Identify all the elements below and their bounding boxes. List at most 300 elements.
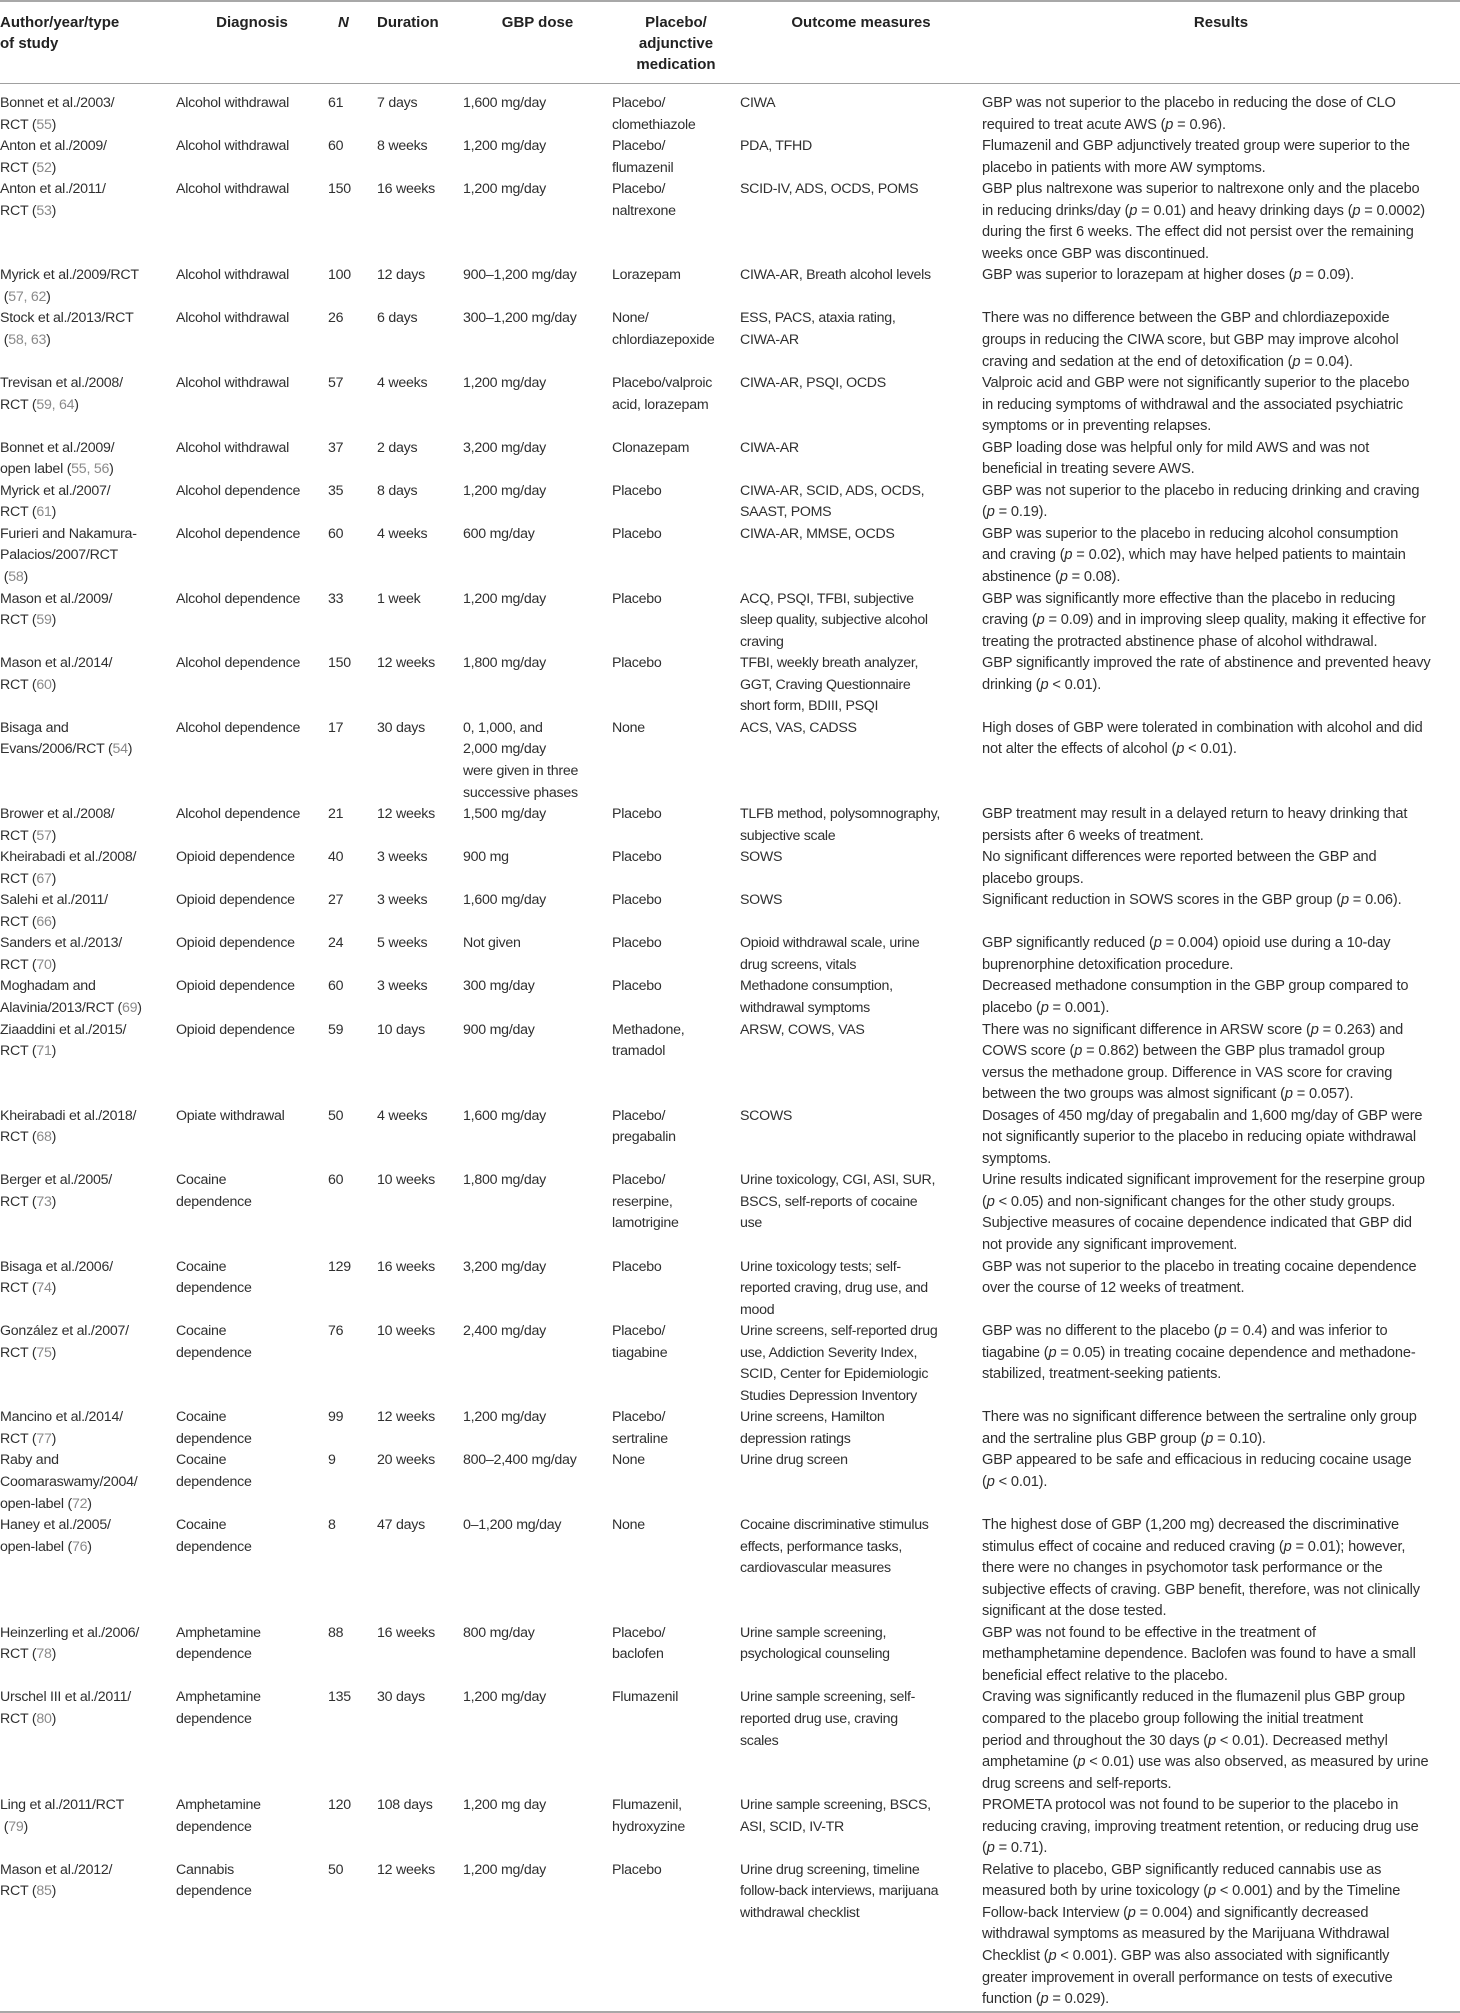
cell-diagnosis: Alcohol withdrawal <box>176 95 289 111</box>
cell-n: 88 <box>328 1624 344 1641</box>
author-text: Kheirabadi et al./2018/ RCT <box>0 1107 137 1146</box>
cell-outcome: TLFB method, polysomnography, subjective scale <box>740 806 941 844</box>
table-row <box>0 1860 1460 2012</box>
cell-duration: 47 days <box>377 1517 425 1534</box>
cell-dose: 900 mg/day <box>463 1021 535 1038</box>
cell-outcome: Urine sample screening, BSCS, ASI, SCID, IV-TR <box>740 1797 931 1835</box>
cell-outcome: CIWA-AR, SCID, ADS, OCDS, SAAST, POMS <box>740 482 925 521</box>
cell-duration: 30 days <box>377 719 425 736</box>
cell-placebo: Placebo/ tiagabine <box>612 1323 668 1361</box>
cell-dose: 1,200 mg/day <box>463 1409 546 1426</box>
cell-author <box>0 179 176 265</box>
cell-author <box>0 438 176 481</box>
cell-results: GBP was not superior to the placebo in reducing the dose of CLO required to treat acute AWS (p = 0.96). <box>982 95 1396 133</box>
cell-diagnosis: Opioid dependence <box>176 935 295 952</box>
cell-results: PROMETA protocol was not found to be superior to the placebo in reducing craving, improving treatment retention, or reducing drug use (p = 0.71). <box>982 1797 1419 1857</box>
author-text: Sanders et al./2013/ RCT <box>0 935 122 973</box>
cell-author <box>0 890 176 933</box>
reference-citation[interactable]: (68) <box>31 1129 57 1146</box>
cell-dose: 0, 1,000, and 2,000 mg/day were given in three successive phases <box>463 719 579 801</box>
cell-results: Urine results indicated significant improvement for the reserpine group (p < 0.05) and non-significant changes for the other study groups. Subjective measures of cocaine dependence indicated that GBP did not provide any significant improvement. <box>982 1172 1425 1253</box>
cell-results: There was no difference between the GBP and chlordiazepoxide groups in reducing the CIWA score, but GBP may improve alcohol craving and sedation at the end of detoxification (p = 0.04). <box>982 310 1399 370</box>
cell-duration: 16 weeks <box>377 1258 435 1275</box>
cell-duration: 8 days <box>377 482 418 499</box>
cell-dose: 1,200 mg day <box>463 1797 546 1814</box>
author-text: Urschel III et al./2011/ RCT <box>0 1689 131 1728</box>
cell-duration: 6 days <box>377 310 418 327</box>
cell-author <box>0 1257 176 1322</box>
cell-dose: 300 mg/day <box>463 978 535 995</box>
cell-results: GBP was not superior to the placebo in reducing drinking and craving (p = 0.19). <box>982 482 1420 521</box>
header-outcome: Outcome measures <box>740 1 982 84</box>
cell-outcome: SOWS <box>740 892 783 909</box>
cell-author <box>0 1407 176 1450</box>
table-row <box>0 1407 1460 1450</box>
author-text: Kheirabadi et al./2008/ RCT <box>0 849 137 887</box>
cell-dose: 800–2,400 mg/day <box>463 1452 577 1469</box>
cell-duration: 3 weeks <box>377 849 428 866</box>
reference-citation[interactable]: (58) <box>3 569 28 586</box>
reference-number[interactable]: 59 <box>36 612 52 629</box>
cell-author <box>0 481 176 524</box>
author-text: Mason et al./2012/ RCT <box>0 1861 113 1900</box>
reference-number[interactable]: 72 <box>71 1495 88 1512</box>
cell-results: High doses of GBP were tolerated in combination with alcohol and did not alter the effects of alcohol (p < 0.01). <box>982 719 1423 758</box>
reference-citation[interactable]: (75) <box>31 1344 57 1361</box>
reference-number[interactable]: 58, 63 <box>8 332 47 349</box>
cell-dose: Not given <box>463 935 521 952</box>
cell-diagnosis: Cocaine dependence <box>176 1258 252 1297</box>
cell-n: 27 <box>328 892 344 909</box>
table-row <box>0 1106 1460 1171</box>
cell-n: 120 <box>328 1797 351 1814</box>
reference-number[interactable]: 70 <box>36 956 52 973</box>
author-text: Moghadam and Alavinia/2013/RCT <box>0 978 114 1016</box>
cell-results: There was no significant difference between the sertraline only group and the sertraline plus GBP group (p = 0.10). <box>982 1409 1417 1447</box>
table-header-row <box>0 1 1460 84</box>
cell-placebo: Placebo <box>612 1258 662 1275</box>
reference-number[interactable]: 53 <box>36 202 52 219</box>
cell-outcome: CIWA-AR, Breath alcohol levels <box>740 267 931 284</box>
cell-duration: 20 weeks <box>377 1452 435 1469</box>
cell-duration: 16 weeks <box>377 181 435 198</box>
reference-number[interactable]: 67 <box>36 870 52 887</box>
cell-diagnosis: Alcohol dependence <box>176 525 301 542</box>
author-text: Bonnet et al./2003/ RCT <box>0 95 115 133</box>
table-row <box>0 265 1460 308</box>
cell-results: GBP was not found to be effective in the treatment of methamphetamine dependence. Baclofen was found to have a small beneficial effect relative to the placebo. <box>982 1624 1416 1684</box>
cell-outcome: Urine screens, self-reported drug use, Addiction Severity Index, SCID, Center for Epidemiologic Studies Depression Inventory <box>740 1323 938 1404</box>
cell-author <box>0 1687 176 1795</box>
author-text: Trevisan et al./2008/ RCT <box>0 375 123 413</box>
reference-number[interactable]: 59, 64 <box>36 396 75 413</box>
reference-number[interactable]: 71 <box>36 1043 52 1060</box>
cell-diagnosis: Opioid dependence <box>176 892 295 909</box>
cell-dose: 900 mg <box>463 849 509 866</box>
table-row <box>0 890 1460 933</box>
cell-diagnosis: Alcohol dependence <box>176 590 301 607</box>
author-text: Stock et al./2013/RCT <box>0 310 134 327</box>
cell-author <box>0 589 176 654</box>
table-row <box>0 373 1460 438</box>
reference-number[interactable]: 73 <box>36 1193 52 1210</box>
cell-diagnosis: Alcohol dependence <box>176 806 301 823</box>
cell-results: GBP appeared to be safe and efficacious in reducing cocaine usage (p < 0.01). <box>982 1452 1412 1490</box>
cell-outcome: Methadone consumption, withdrawal symptoms <box>740 978 893 1016</box>
author-text: Brower et al./2008/ RCT <box>0 806 115 844</box>
cell-placebo: None/ chlordiazepoxide <box>612 310 715 349</box>
reference-number[interactable]: 60 <box>36 676 52 693</box>
reference-citation[interactable]: (66) <box>31 913 57 930</box>
reference-number[interactable]: 66 <box>36 913 52 930</box>
cell-placebo: Placebo <box>612 482 662 499</box>
reference-citation[interactable]: (79) <box>3 1818 28 1835</box>
cell-n: 100 <box>328 267 351 284</box>
cell-dose: 1,200 mg/day <box>463 138 546 155</box>
cell-author <box>0 136 176 179</box>
cell-author <box>0 524 176 589</box>
cell-n: 150 <box>328 181 351 198</box>
author-text: Mason et al./2014/ RCT <box>0 655 113 693</box>
cell-duration: 1 week <box>377 590 421 607</box>
cell-results: GBP significantly reduced (p = 0.004) opioid use during a 10-day buprenorphine detoxification procedure. <box>982 935 1391 973</box>
cell-dose: 1,800 mg/day <box>463 655 546 672</box>
reference-citation[interactable]: (57, 62) <box>3 288 51 305</box>
cell-dose: 900–1,200 mg/day <box>463 267 577 284</box>
cell-results: Craving was significantly reduced in the flumazenil plus GBP group compared to the placebo group following the initial treatment period and throughout the 30 days (p < 0.01). Decreased methyl amphetamine (p < 0.01) use was also observed, as measured by urine drug screens and self-reports. <box>982 1689 1429 1792</box>
cell-duration: 8 weeks <box>377 138 428 155</box>
reference-citation[interactable]: (77) <box>31 1430 57 1447</box>
table-row <box>0 653 1460 718</box>
cell-dose: 0–1,200 mg/day <box>463 1517 562 1534</box>
reference-number[interactable]: 52 <box>36 159 52 176</box>
cell-outcome: PDA, TFHD <box>740 138 812 155</box>
reference-citation[interactable]: (67) <box>31 870 57 887</box>
cell-placebo: Placebo/ baclofen <box>612 1624 666 1663</box>
author-text: Ling et al./2011/RCT <box>0 1797 125 1814</box>
cell-dose: 1,200 mg/day <box>463 181 546 198</box>
author-text: Bisaga and Evans/2006/RCT <box>0 719 105 758</box>
reference-citation[interactable]: (76) <box>67 1538 92 1555</box>
cell-n: 35 <box>328 482 344 499</box>
header-diagnosis: Diagnosis <box>176 1 328 84</box>
cell-placebo: Placebo <box>612 1861 662 1878</box>
cell-duration: 12 weeks <box>377 1409 435 1426</box>
cell-author <box>0 265 176 308</box>
table-row <box>0 179 1460 265</box>
cell-outcome: SOWS <box>740 849 783 866</box>
reference-citation[interactable]: (55, 56) <box>66 461 114 478</box>
cell-diagnosis: Cocaine dependence <box>176 1323 252 1361</box>
table-row <box>0 1687 1460 1795</box>
cell-placebo: Placebo <box>612 935 662 952</box>
cell-results: GBP plus naltrexone was superior to naltrexone only and the placebo in reducing drinks/day (p = 0.01) and heavy drinking days (p = 0.0002) during the first 6 weeks. The effect did not persist over the remaining weeks once GBP was discontinued. <box>982 181 1426 262</box>
cell-placebo: Placebo <box>612 892 662 909</box>
cell-dose: 3,200 mg/day <box>463 1258 546 1275</box>
cell-n: 37 <box>328 439 344 456</box>
cell-outcome: CIWA <box>740 95 776 111</box>
author-text: Salehi et al./2011/ RCT <box>0 892 108 930</box>
cell-duration: 12 weeks <box>377 1861 435 1878</box>
cell-placebo: Placebo/ pregabalin <box>612 1107 676 1146</box>
author-text: Ziaaddini et al./2015/ RCT <box>0 1021 127 1060</box>
cell-dose: 1,200 mg/day <box>463 482 546 499</box>
cell-n: 40 <box>328 849 344 866</box>
cell-author <box>0 1860 176 2012</box>
cell-placebo: Lorazepam <box>612 267 681 284</box>
cell-dose: 1,200 mg/day <box>463 375 546 392</box>
cell-duration: 4 weeks <box>377 525 428 542</box>
cell-outcome: ESS, PACS, ataxia rating, CIWA-AR <box>740 310 896 349</box>
cell-n: 135 <box>328 1689 351 1706</box>
cell-dose: 800 mg/day <box>463 1624 535 1641</box>
cell-author <box>0 84 176 137</box>
cell-author <box>0 653 176 718</box>
cell-n: 61 <box>328 95 344 111</box>
reference-number[interactable]: 80 <box>36 1711 52 1728</box>
cell-duration: 108 days <box>377 1797 433 1814</box>
reference-citation[interactable]: (70) <box>31 956 57 973</box>
cell-placebo: Placebo/ reserpine, lamotrigine <box>612 1172 679 1232</box>
cell-diagnosis: Opiate withdrawal <box>176 1107 285 1124</box>
reference-citation[interactable]: (58, 63) <box>3 332 51 349</box>
cell-duration: 4 weeks <box>377 1107 428 1124</box>
cell-placebo: Placebo/valproic acid, lorazepam <box>612 375 713 413</box>
reference-citation[interactable]: (71) <box>31 1043 57 1060</box>
reference-citation[interactable]: (55) <box>31 116 57 133</box>
cell-diagnosis: Alcohol withdrawal <box>176 138 289 155</box>
reference-number[interactable]: 68 <box>36 1129 52 1146</box>
cell-results: There was no significant difference in ARSW score (p = 0.263) and COWS score (p = 0.862) between the GBP plus tramadol group versus the methadone group. Difference in VAS score for craving between the two groups was almost significant (p = 0.057). <box>982 1021 1404 1103</box>
cell-duration: 4 weeks <box>377 375 428 392</box>
cell-n: 8 <box>328 1517 336 1534</box>
cell-dose: 2,400 mg/day <box>463 1323 546 1340</box>
reference-number[interactable]: 54 <box>112 741 128 758</box>
cell-results: No significant differences were reported between the GBP and placebo groups. <box>982 849 1377 887</box>
cell-n: 129 <box>328 1258 351 1275</box>
cell-diagnosis: Alcohol withdrawal <box>176 375 289 392</box>
cell-n: 50 <box>328 1861 344 1878</box>
table-row <box>0 718 1460 804</box>
header-dose: GBP dose <box>463 1 612 84</box>
cell-n: 60 <box>328 978 344 995</box>
cell-author <box>0 718 176 804</box>
reference-number[interactable]: 74 <box>36 1280 52 1297</box>
reference-number[interactable]: 57, 62 <box>8 288 47 305</box>
cell-author <box>0 1020 176 1106</box>
cell-dose: 3,200 mg/day <box>463 439 546 456</box>
reference-citation[interactable]: (60) <box>31 676 57 693</box>
cell-placebo: Placebo/ flumazenil <box>612 138 674 176</box>
cell-placebo: Placebo <box>612 655 662 672</box>
cell-outcome: TFBI, weekly breath analyzer, GGT, Craving Questionnaire short form, BDIII, PSQI <box>740 655 919 715</box>
author-text: Mason et al./2009/ RCT <box>0 590 113 629</box>
cell-diagnosis: Opioid dependence <box>176 1021 295 1038</box>
table-row <box>0 1450 1460 1515</box>
author-text: Anton et al./2009/ RCT <box>0 138 107 176</box>
reference-citation[interactable]: (69) <box>117 999 142 1016</box>
cell-author <box>0 1170 176 1256</box>
cell-outcome: Urine toxicology, CGI, ASI, SUR, BSCS, self-reports of cocaine use <box>740 1172 936 1232</box>
table-row <box>0 1515 1460 1623</box>
cell-placebo: Placebo <box>612 978 662 995</box>
reference-citation[interactable]: (53) <box>31 202 57 219</box>
cell-results: GBP was superior to lorazepam at higher doses (p = 0.09). <box>982 267 1355 284</box>
cell-dose: 1,600 mg/day <box>463 892 546 909</box>
reference-citation[interactable]: (85) <box>31 1883 57 1900</box>
reference-number[interactable]: 55, 56 <box>71 461 110 478</box>
cell-n: 21 <box>328 806 344 823</box>
cell-diagnosis: Amphetamine dependence <box>176 1689 261 1728</box>
cell-dose: 1,500 mg/day <box>463 806 546 823</box>
reference-number[interactable]: 58 <box>8 569 24 586</box>
table-row <box>0 1623 1460 1688</box>
cell-duration: 12 weeks <box>377 806 435 823</box>
reference-number[interactable]: 57 <box>36 827 52 844</box>
reference-citation[interactable]: (74) <box>31 1280 57 1297</box>
table-row <box>0 481 1460 524</box>
cell-n: 60 <box>328 1172 344 1189</box>
cell-duration: 5 weeks <box>377 935 428 952</box>
cell-duration: 10 weeks <box>377 1172 435 1189</box>
cell-author <box>0 308 176 373</box>
reference-number[interactable]: 75 <box>36 1344 52 1361</box>
reference-citation[interactable]: (80) <box>31 1711 57 1728</box>
cell-placebo: Placebo/ sertraline <box>612 1409 668 1447</box>
cell-diagnosis: Cocaine dependence <box>176 1409 252 1447</box>
reference-citation[interactable]: (78) <box>31 1646 57 1663</box>
cell-dose: 1,800 mg/day <box>463 1172 546 1189</box>
cell-n: 50 <box>328 1107 344 1124</box>
cell-outcome: ACS, VAS, CADSS <box>740 719 857 736</box>
cell-placebo: Placebo <box>612 806 662 823</box>
header-results: Results <box>982 1 1460 84</box>
table-body <box>0 84 1460 2012</box>
author-text: Myrick et al./2009/RCT <box>0 267 139 284</box>
cell-diagnosis: Cocaine dependence <box>176 1517 252 1555</box>
author-text: Furieri and Nakamura- Palacios/2007/RCT <box>0 525 137 564</box>
cell-placebo: Placebo <box>612 849 662 866</box>
cell-outcome: SCID-IV, ADS, OCDS, POMS <box>740 181 919 198</box>
cell-duration: 30 days <box>377 1689 425 1706</box>
author-text: González et al./2007/ RCT <box>0 1323 129 1361</box>
cell-results: GBP significantly improved the rate of abstinence and prevented heavy drinking (p < 0.01). <box>982 655 1431 693</box>
reference-citation[interactable]: (54) <box>107 741 133 758</box>
reference-number[interactable]: 77 <box>36 1430 52 1447</box>
cell-outcome: Urine toxicology tests; self- reported craving, drug use, and mood <box>740 1258 928 1318</box>
cell-duration: 7 days <box>377 95 418 111</box>
cell-author <box>0 373 176 438</box>
cell-author <box>0 1321 176 1407</box>
reference-number[interactable]: 61 <box>36 504 52 521</box>
table-row <box>0 1257 1460 1322</box>
cell-results: GBP was not superior to the placebo in treating cocaine dependence over the course of 12 weeks of treatment. <box>982 1258 1417 1297</box>
reference-citation[interactable]: (72) <box>67 1495 92 1512</box>
cell-placebo: Placebo/ naltrexone <box>612 181 676 219</box>
table-row <box>0 84 1460 137</box>
cell-results: GBP treatment may result in a delayed return to heavy drinking that persists after 6 weeks of treatment. <box>982 806 1408 844</box>
cell-results: Relative to placebo, GBP significantly reduced cannabis use as measured both by urine toxicology (p < 0.001) and by the Timeline Follow-back Interview (p = 0.004) and significantly decreased withdrawal symptoms as measured by the Marijuana Withdrawal Checklist (p < 0.001). GBP was also associated with significantly greater improvement in overall performance on tests of executive function (p = 0.029). <box>982 1861 1401 2008</box>
cell-dose: 300–1,200 mg/day <box>463 310 577 327</box>
reference-citation[interactable]: (57) <box>31 827 57 844</box>
table-row <box>0 524 1460 589</box>
cell-author <box>0 933 176 976</box>
cell-duration: 2 days <box>377 439 418 456</box>
cell-outcome: Urine sample screening, psychological counseling <box>740 1624 890 1663</box>
reference-citation[interactable]: (59) <box>31 612 57 629</box>
cell-n: 57 <box>328 375 344 392</box>
cell-diagnosis: Cocaine dependence <box>176 1172 252 1210</box>
reference-number[interactable]: 79 <box>8 1818 24 1835</box>
reference-number[interactable]: 76 <box>71 1538 88 1555</box>
header-author: Author/year/type of study <box>0 1 176 84</box>
reference-number[interactable]: 78 <box>36 1646 52 1663</box>
cell-outcome: Cocaine discriminative stimulus effects, performance tasks, cardiovascular measures <box>740 1517 929 1577</box>
cell-duration: 10 weeks <box>377 1323 435 1340</box>
cell-outcome: ARSW, COWS, VAS <box>740 1021 865 1038</box>
reference-citation[interactable]: (59, 64) <box>31 396 79 413</box>
cell-diagnosis: Alcohol withdrawal <box>176 310 289 327</box>
cell-dose: 600 mg/day <box>463 525 535 542</box>
cell-results: The highest dose of GBP (1,200 mg) decreased the discriminative stimulus effect of cocaine and reduced craving (p = 0.01); however, there were no changes in psychomotor task performance or the subjective effects of craving. GBP benefit, therefore, was not clinically significant at the dose tested. <box>982 1517 1420 1620</box>
cell-diagnosis: Alcohol withdrawal <box>176 181 289 198</box>
cell-placebo: Methadone, tramadol <box>612 1021 685 1060</box>
author-text: Anton et al./2011/ RCT <box>0 181 106 219</box>
cell-duration: 10 days <box>377 1021 425 1038</box>
cell-duration: 16 weeks <box>377 1624 435 1641</box>
cell-n: 59 <box>328 1021 344 1038</box>
cell-n: 150 <box>328 655 351 672</box>
cell-results: GBP was superior to the placebo in reducing alcohol consumption and craving (p = 0.02), which may have helped patients to maintain abstinence (p = 0.08). <box>982 525 1406 586</box>
cell-n: 26 <box>328 310 344 327</box>
reference-citation[interactable]: (52) <box>31 159 57 176</box>
reference-number[interactable]: 55 <box>36 116 52 133</box>
reference-citation[interactable]: (61) <box>31 504 57 521</box>
table-row <box>0 1321 1460 1407</box>
cell-n: 9 <box>328 1452 336 1469</box>
cell-dose: 1,200 mg/day <box>463 590 546 607</box>
cell-n: 60 <box>328 525 344 542</box>
table-row <box>0 847 1460 890</box>
reference-number[interactable]: 85 <box>36 1883 52 1900</box>
cell-outcome: Urine drug screening, timeline follow-back interviews, marijuana withdrawal checklist <box>740 1861 939 1921</box>
cell-n: 24 <box>328 935 344 952</box>
cell-results: Decreased methadone consumption in the GBP group compared to placebo (p = 0.001). <box>982 978 1409 1016</box>
cell-diagnosis: Alcohol dependence <box>176 482 301 499</box>
table-row <box>0 1795 1460 1860</box>
table-row <box>0 1170 1460 1256</box>
cell-placebo: Clonazepam <box>612 439 690 456</box>
table-row <box>0 308 1460 373</box>
cell-n: 76 <box>328 1323 344 1340</box>
cell-outcome: ACQ, PSQI, TFBI, subjective sleep quality, subjective alcohol craving <box>740 590 928 650</box>
cell-diagnosis: Alcohol dependence <box>176 655 301 672</box>
reference-citation[interactable]: (73) <box>31 1193 57 1210</box>
cell-placebo: Flumazenil <box>612 1689 679 1706</box>
cell-diagnosis: Alcohol withdrawal <box>176 267 289 284</box>
cell-author <box>0 976 176 1019</box>
cell-placebo: Placebo/ clomethiazole <box>612 95 696 133</box>
author-text: Myrick et al./2007/ RCT <box>0 482 111 521</box>
author-text: Raby and Coomaraswamy/2004/ open-label <box>0 1452 138 1512</box>
cell-outcome: CIWA-AR, PSQI, OCDS <box>740 375 886 392</box>
cell-author <box>0 1623 176 1688</box>
reference-number[interactable]: 69 <box>121 999 138 1016</box>
cell-results: GBP was no different to the placebo (p = 0.4) and was inferior to tiagabine (p = 0.05) in treating cocaine dependence and methadone- stabilized, treatment-seeking patients. <box>982 1323 1416 1383</box>
table-row <box>0 136 1460 179</box>
author-text: Haney et al./2005/ open-label <box>0 1517 111 1555</box>
cell-diagnosis: Alcohol dependence <box>176 719 301 736</box>
